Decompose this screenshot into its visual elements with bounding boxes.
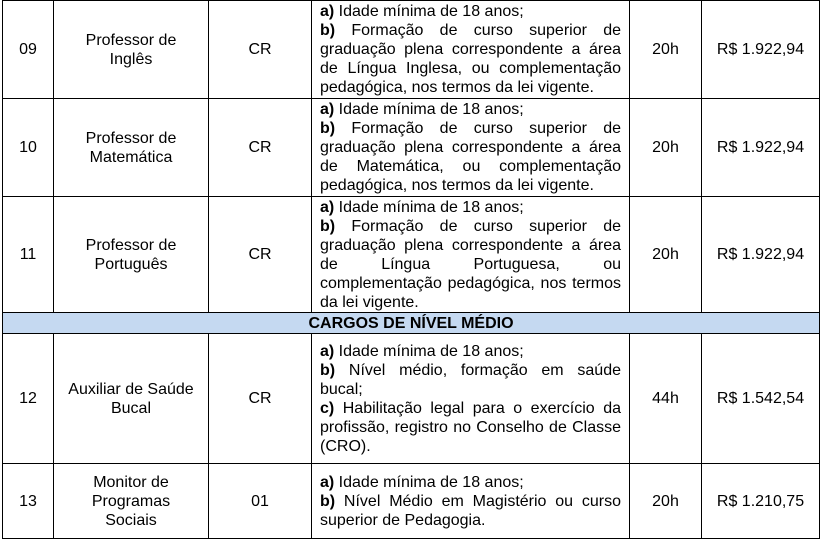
cargo-line: Professor de [85,129,177,147]
cargo-line: Português [94,255,168,273]
cargo-line: Matemática [89,148,173,166]
requisitos-cell [312,197,630,313]
requisito-letter: a) [320,3,335,20]
cargo-cell [54,334,209,464]
requisito-text: Formação de curso superior de graduação plena correspondente a área de Língua Portuguesa, ou complementação pedagógica, nos termos da lei vigente. [320,217,621,311]
table-row [3,334,820,464]
vagas-cell: CR [209,1,312,99]
cargo-cell [54,1,209,99]
table-row [3,99,820,197]
vagas-cell: CR [209,99,312,197]
requisito-letter: c) [320,399,335,417]
cargos-table [2,0,820,539]
requisito-text: Idade mínima de 18 anos; [334,101,524,118]
cargo-cell [54,197,209,313]
requisito-text: Idade mínima de 18 anos; [334,3,524,20]
requisito-letter: b) [320,120,336,137]
cargo-line: Bucal [110,399,152,417]
cargo-line: Professor de [85,236,177,254]
requisito-letter: b) [320,492,336,510]
cargo-cell [54,99,209,197]
cargo-line: Programas [91,492,171,510]
vagas-cell: CR [209,197,312,313]
requisitos-cell [312,334,630,464]
requisito-letter: b) [320,22,336,39]
vencimento-cell: R$ 1.922,94 [702,99,820,197]
section-header-row [3,313,820,334]
requisito-item [320,473,621,492]
requisito-text: Formação de curso superior de graduação plena correspondente a área de Matemática, ou complementação pedagógica, nos termos da lei vigente. [320,120,621,194]
carga-horaria-cell: 20h [630,197,702,313]
cargo-line: Inglês [109,50,153,68]
requisito-letter: b) [320,217,336,235]
cargo-line: Sociais [105,511,157,529]
row-number: 13 [3,464,54,539]
requisito-item [320,2,621,21]
requisito-item [320,492,621,530]
requisito-text: Habilitação legal para o exercício da profissão, registro no Conselho de Classe (CRO). [320,399,621,455]
row-number: 11 [3,197,54,313]
requisito-item [320,399,621,456]
carga-horaria-cell: 44h [630,334,702,464]
cargo-line: Monitor de [93,473,169,491]
vencimento-cell: R$ 1.922,94 [702,1,820,99]
vagas-cell: 01 [209,464,312,539]
requisito-text: Nível Médio em Magistério ou curso superior de Pedagogia. [320,492,621,529]
row-number: 12 [3,334,54,464]
row-number: 09 [3,1,54,99]
requisitos-cell [312,464,630,539]
carga-horaria-cell: 20h [630,1,702,99]
carga-horaria-cell: 20h [630,99,702,197]
requisito-item [320,119,621,195]
vencimento-cell: R$ 1.922,94 [702,197,820,313]
requisito-item [320,361,621,399]
requisito-letter: a) [320,473,335,491]
requisito-text: Idade mínima de 18 anos; [334,473,524,491]
requisito-letter: b) [320,361,336,379]
table-row [3,464,820,539]
requisito-letter: a) [320,198,335,216]
requisitos-cell [312,1,630,99]
carga-horaria-cell: 20h [630,464,702,539]
row-number: 10 [3,99,54,197]
requisito-text: Idade mínima de 18 anos; [334,342,524,360]
cargo-line: Auxiliar de Saúde [68,380,194,398]
table-row [3,197,820,313]
requisitos-cell [312,99,630,197]
requisito-text: Formação de curso superior de graduação plena correspondente a área de Língua Inglesa, ou complementação pedagógica, nos termos da lei vigente. [320,22,621,96]
vagas-cell: CR [209,334,312,464]
requisito-letter: a) [320,342,335,360]
requisito-item [320,342,621,361]
requisito-item [320,100,621,119]
table-row [3,1,820,99]
cargo-line: Professor de [85,31,177,49]
section-title: CARGOS DE NÍVEL MÉDIO [3,313,820,334]
requisito-text: Nível médio, formação em saúde bucal; [320,361,621,398]
vencimento-cell: R$ 1.210,75 [702,464,820,539]
cargo-cell [54,464,209,539]
requisito-item [320,21,621,97]
requisito-item [320,217,621,312]
requisito-text: Idade mínima de 18 anos; [334,198,524,216]
vencimento-cell: R$ 1.542,54 [702,334,820,464]
requisito-item [320,198,621,217]
requisito-letter: a) [320,101,335,118]
